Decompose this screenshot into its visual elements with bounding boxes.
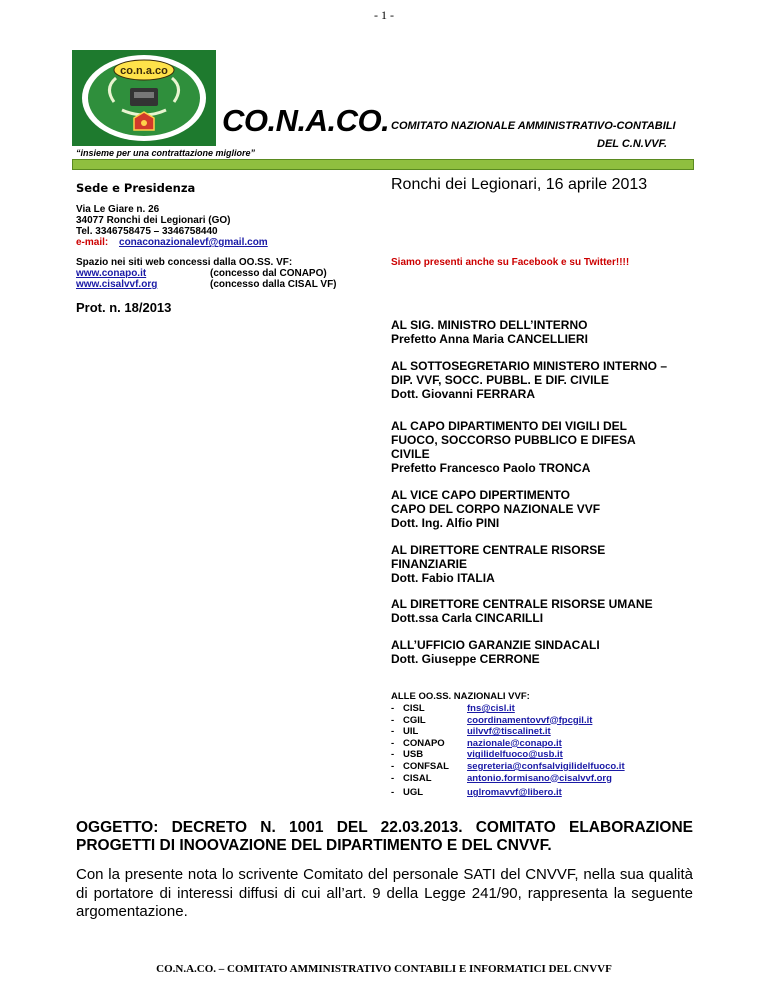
union-email-link[interactable]: uilvvf@tiscalinet.it <box>467 726 551 738</box>
email-link[interactable]: conaconazionalevf@gmail.com <box>119 237 268 248</box>
recipient-line: AL DIRETTORE CENTRALE RISORSE UMANE <box>391 597 653 611</box>
email-row <box>76 237 268 248</box>
brand-name: CO.N.A.CO. <box>222 103 390 138</box>
recipient-line: CIVILE <box>391 447 430 461</box>
brand-subtitle-line2: DEL C.N.VVF. <box>597 138 668 150</box>
union-email-link[interactable]: antonio.formisano@cisalvvf.org <box>467 772 612 784</box>
web-intro: Spazio nei siti web concessi dalla OO.SS. VF: <box>76 257 293 268</box>
recipient-block <box>391 419 711 475</box>
recipient-line: CAPO DEL CORPO NAZIONALE VVF <box>391 502 601 516</box>
brand-subtitle-line1: COMITATO NAZIONALE AMMINISTRATIVO-CONTABILI <box>391 120 676 132</box>
address-line1: Via Le Giare n. 26 <box>76 204 160 215</box>
union-name: UGL <box>403 787 424 799</box>
union-email-link[interactable]: coordinamentovvf@fpcgil.it <box>467 714 593 726</box>
union-email-link[interactable]: vigilidelfuoco@usb.it <box>467 749 563 761</box>
union-email-link[interactable]: uglromavvf@libero.it <box>467 787 562 799</box>
unions-title: ALLE OO.SS. NAZIONALI VVF: <box>391 691 530 702</box>
recipient-line: Dott. Giuseppe CERRONE <box>391 652 540 666</box>
recipient-line: AL CAPO DIPARTIMENTO DEI VIGILI DEL <box>391 419 628 433</box>
union-email-link[interactable]: nazionale@conapo.it <box>467 737 562 749</box>
recipient-block <box>391 543 711 585</box>
social-note: Siamo presenti anche su Facebook e su Twitter!!!! <box>391 257 630 268</box>
recipient-block <box>391 359 711 401</box>
union-email-link[interactable]: fns@cisl.it <box>467 703 515 714</box>
recipient-line: Dott. Ing. Alfio PINI <box>391 516 500 530</box>
recipient-line: FUOCO, SOCCORSO PUBBLICO E DIFESA <box>391 433 636 447</box>
recipient-line: DIP. VVF, SOCC. PUBBL. E DIF. CIVILE <box>391 373 609 387</box>
recipient-line: AL SIG. MINISTRO DELL’INTERNO <box>391 318 588 332</box>
site2-note: (concesso dalla CISAL VF) <box>210 279 337 290</box>
union-name: USB <box>403 749 424 761</box>
site-link-cisal[interactable]: www.cisalvvf.org <box>76 279 158 290</box>
recipient-block <box>391 318 711 346</box>
site1-note: (concesso dal CONAPO) <box>210 268 327 279</box>
recipient-line: Dott.ssa Carla CINCARILLI <box>391 611 544 625</box>
union-name: CISAL <box>403 772 432 784</box>
recipient-line: AL VICE CAPO DIPERTIMENTO <box>391 488 570 502</box>
union-name: UIL <box>403 726 419 738</box>
recipient-line: Prefetto Francesco Paolo TRONCA <box>391 461 591 475</box>
web-site2-row <box>76 279 157 290</box>
subject-line: OGGETTO: DECRETO N. 1001 DEL 22.03.2013. COMITATO ELABORAZIONE PROGETTI DI INOOVAZIONE DEL DIPARTIMENTO E DEL CNVVF. <box>76 819 693 854</box>
union-name: CONFSAL <box>403 760 449 772</box>
recipient-block <box>391 488 711 530</box>
union-name: CISL <box>403 703 425 714</box>
conaco-logo <box>72 50 216 146</box>
recipient-line: Prefetto Anna Maria CANCELLIERI <box>391 332 588 346</box>
sede-label: Sede e Presidenza <box>76 181 196 195</box>
address-line2: 34077 Ronchi dei Legionari (GO) <box>76 215 231 226</box>
recipient-block <box>391 638 711 666</box>
web-site1-row <box>76 268 146 279</box>
union-name: CONAPO <box>403 737 445 749</box>
recipient-line: AL DIRETTORE CENTRALE RISORSE <box>391 543 606 557</box>
email-label: e-mail: <box>76 237 109 248</box>
header-divider-bar <box>72 159 694 170</box>
recipient-line: FINANZIARIE <box>391 557 467 571</box>
protocol-number: Prot. n. 18/2013 <box>76 300 172 315</box>
page-footer: CO.N.A.CO. – COMITATO AMMINISTRATIVO CONTABILI E INFORMATICI DEL CNVVF <box>156 963 612 975</box>
recipient-block <box>391 597 711 625</box>
logo-text: co.n.a.co <box>120 65 168 77</box>
recipient-line: AL SOTTOSEGRETARIO MINISTERO INTERNO – <box>391 359 668 373</box>
motto: “insieme per una contrattazione migliore” <box>76 148 256 158</box>
recipient-line: ALL’UFFICIO GARANZIE SINDACALI <box>391 638 600 652</box>
recipient-line: Dott. Fabio ITALIA <box>391 571 495 585</box>
union-name: CGIL <box>403 714 426 726</box>
union-email-link[interactable]: segreteria@confsalvigilidelfuoco.it <box>467 760 625 772</box>
place-date: Ronchi dei Legionari, 16 aprile 2013 <box>391 176 648 193</box>
page-number: - 1 - <box>374 8 394 22</box>
site-link-conapo[interactable]: www.conapo.it <box>76 268 147 279</box>
telephone: Tel. 3346758475 – 3346758440 <box>76 226 218 237</box>
recipient-line: Dott. Giovanni FERRARA <box>391 387 535 401</box>
body-paragraph: Con la presente nota lo scrivente Comitato del personale SATI del CNVVF, nella sua qualità di portatore di interessi diffusi di cui all’art. 9 della Legge 241/90, rappresenta la seguente argomentazione. <box>76 866 693 920</box>
